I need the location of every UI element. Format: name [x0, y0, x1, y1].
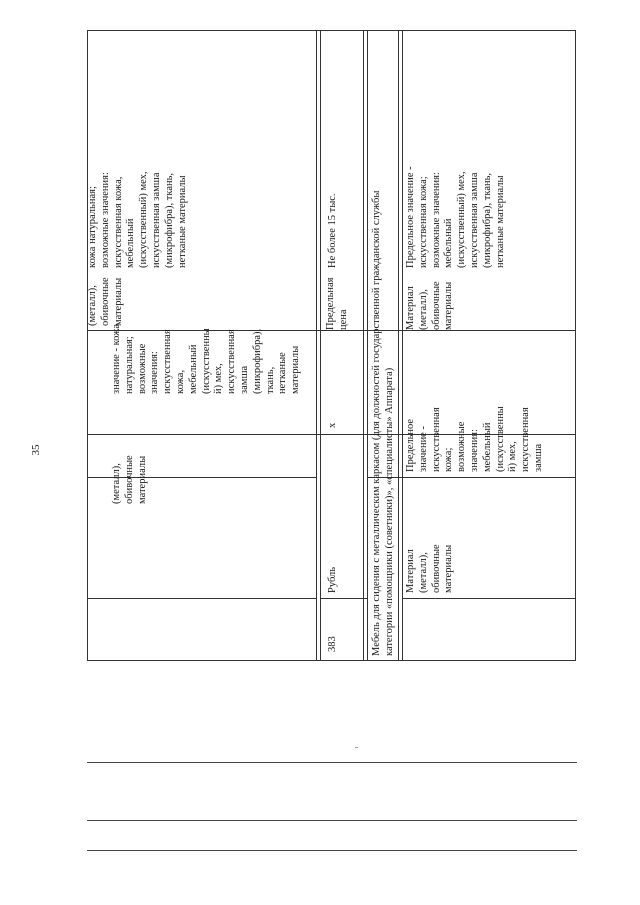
cell-price-value: Не более 15 тыс. — [327, 193, 338, 268]
row-divider — [320, 30, 321, 660]
page-number: 35 — [30, 444, 42, 456]
cell-material: Материал (металл), обивочные материалы — [405, 544, 455, 593]
table-border-bottom — [87, 660, 576, 661]
horizontal-rule — [87, 850, 577, 851]
rotated-table — [87, 30, 576, 660]
cell-row-number: 383 — [327, 636, 338, 652]
col-divider — [320, 598, 367, 599]
cell-limit-value: кожа натуральная; возможные значения: искусственная кожа, мебельный (искусственный) мех, искусственная замша (микрофибра), ткань, нетканые материалы — [87, 171, 188, 268]
row-divider — [367, 30, 368, 660]
row-divider — [402, 30, 403, 660]
cell-material: Материал (металл), обивочные материалы — [405, 281, 455, 330]
horizontal-rule — [87, 820, 577, 821]
row-divider — [363, 30, 364, 660]
cell-value: x — [327, 422, 338, 428]
col-divider — [402, 598, 576, 599]
horizontal-rule — [87, 762, 577, 763]
col-divider — [87, 598, 316, 599]
table-border-top — [87, 30, 576, 31]
cell-limit-value: Предельное значение - искусственная кожа; возможные значения: мебельный (искусственны й) мех, искусственная замша — [405, 406, 544, 472]
cell-material: (металл), обивочные материалы — [87, 277, 124, 326]
row-divider — [316, 30, 317, 660]
row-divider — [398, 30, 399, 660]
cell-material: (металл), обивочные материалы — [111, 455, 148, 504]
cell-price-label: Предельная цена — [325, 277, 349, 330]
scan-speck — [355, 747, 358, 748]
section-header: Мебель для сидения с металлическим каркасом (для должностей государственной гражданской службы категории «помощники (советники)», «специалисты» Аппарата) — [371, 190, 395, 656]
col-divider — [367, 477, 576, 478]
cell-limit-value: значение - кожа натуральная; возможные значения: искусственная кожа, мебельный (искусственны й) мех, искусственная замша (микрофибра), ткань, нетканые материалы — [111, 323, 302, 394]
cell-limit-value: Предельное значение - искусственная кожа; возможные значения: мебельный (искусственный) мех, искусственная замша (микрофибра), ткань, нетканые материалы — [405, 166, 506, 268]
table-border-right — [575, 30, 576, 660]
cell-unit: Рубль — [327, 566, 338, 593]
